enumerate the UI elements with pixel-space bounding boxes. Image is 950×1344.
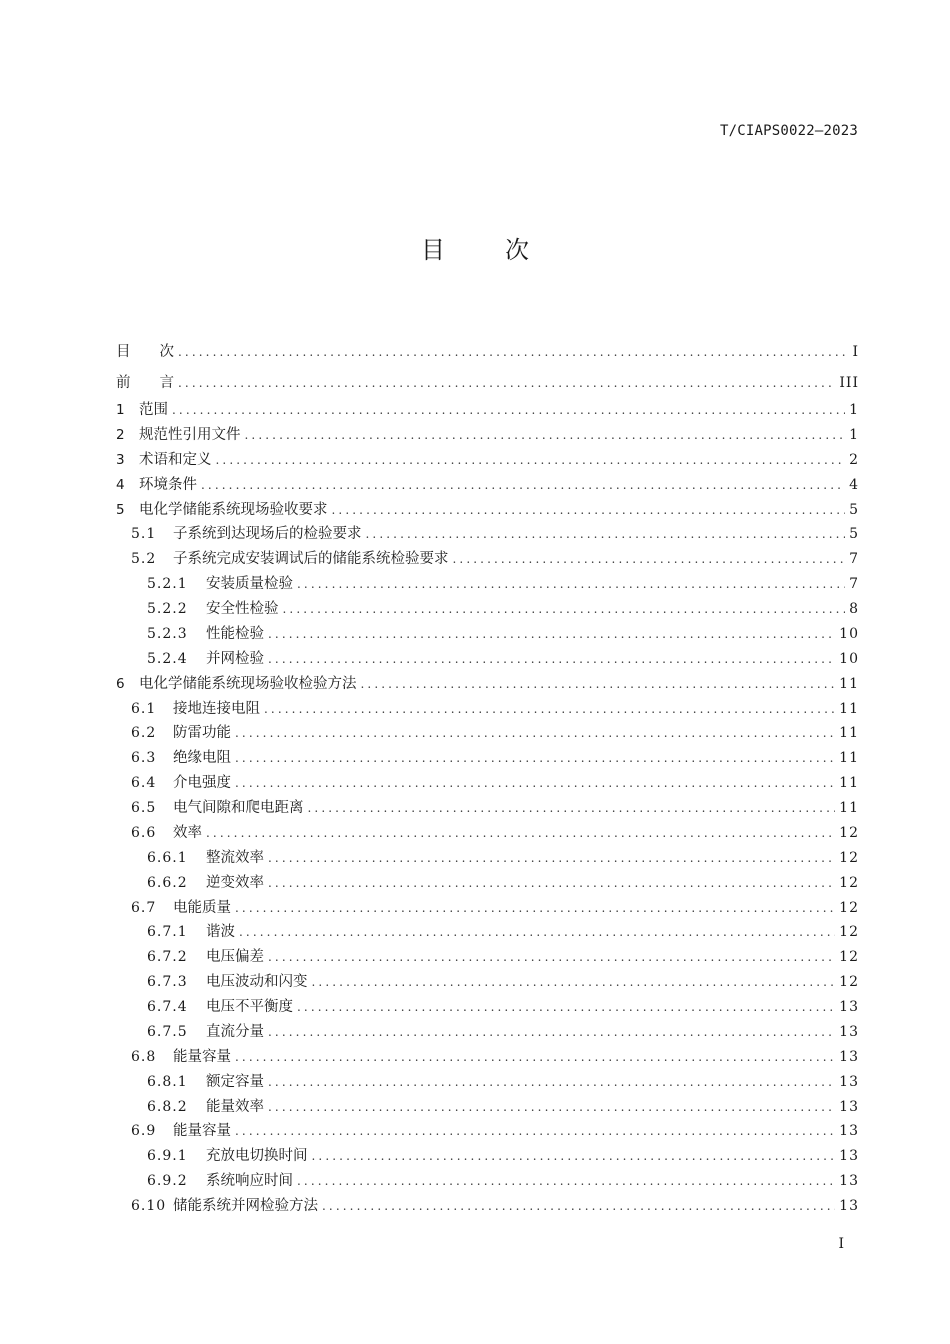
toc-entry-title: 规范性引用文件 — [139, 426, 241, 443]
toc-dot-leader — [235, 746, 835, 771]
toc-entry-page: 7 — [849, 551, 859, 568]
toc-dot-leader — [297, 572, 845, 597]
toc-entry-title: 整流效率 — [206, 849, 264, 866]
toc-entry[interactable] — [116, 721, 859, 746]
toc-entry-number: 6 — [116, 675, 125, 692]
toc-entry-page: 11 — [839, 700, 859, 717]
toc-dot-leader — [245, 423, 846, 448]
toc-entry[interactable] — [116, 1095, 859, 1120]
toc-dot-leader — [268, 846, 835, 871]
toc-dot-leader — [178, 337, 845, 368]
toc-entry[interactable] — [116, 368, 859, 399]
toc-entry-number: 1 — [116, 402, 125, 418]
toc-entry[interactable] — [116, 896, 859, 921]
toc-entry-title: 能量效率 — [206, 1098, 264, 1115]
toc-entry[interactable] — [116, 547, 859, 572]
toc-entry-page: 13 — [839, 1198, 859, 1214]
toc-dot-leader — [312, 970, 836, 995]
toc-entry-number: 3 — [116, 451, 125, 468]
toc-entry[interactable] — [116, 572, 859, 597]
toc-entry[interactable] — [116, 1045, 859, 1070]
toc-entry-page: 12 — [839, 974, 859, 991]
toc-entry-title: 效率 — [173, 824, 202, 841]
toc-dot-leader — [206, 821, 835, 846]
toc-entry-page: I — [852, 344, 859, 360]
toc-entry[interactable] — [116, 821, 859, 846]
toc-entry[interactable] — [116, 1119, 859, 1144]
toc-entry-number: 6.9.2 — [147, 1173, 188, 1190]
toc-dot-leader — [268, 1070, 835, 1095]
toc-dot-leader — [366, 522, 846, 547]
toc-entry-number: 6.1 — [131, 700, 157, 717]
toc-dot-leader — [312, 1144, 836, 1169]
toc-entry-title: 电能质量 — [173, 899, 231, 916]
toc-entry[interactable] — [116, 697, 859, 722]
toc-entry-page: 13 — [839, 1023, 859, 1040]
toc-entry-page: 13 — [839, 1098, 859, 1115]
document-code: T/CIAPS0022—2023 — [719, 123, 858, 139]
toc-dot-leader — [308, 796, 836, 821]
toc-dot-leader — [264, 697, 835, 722]
toc-dot-leader — [453, 547, 846, 572]
toc-dot-leader — [235, 1119, 835, 1144]
toc-entry-number: 6.7.1 — [147, 924, 188, 941]
toc-entry-title: 绝缘电阻 — [173, 750, 231, 767]
toc-entry-title: 电压偏差 — [206, 949, 264, 966]
toc-entry-title: 前 言 — [116, 374, 174, 391]
toc-dot-leader — [297, 995, 835, 1020]
toc-entry-page: 13 — [839, 1048, 859, 1065]
toc-entry-title: 防雷功能 — [173, 725, 231, 742]
toc-entry-number: 5 — [116, 501, 125, 518]
toc-entry[interactable] — [116, 597, 859, 622]
toc-heading — [0, 230, 950, 265]
toc-entry-number: 6.4 — [131, 775, 157, 792]
toc-entry-title: 直流分量 — [206, 1023, 264, 1040]
toc-entry-title: 逆变效率 — [206, 874, 264, 891]
toc-entry-number: 6.6.2 — [147, 874, 188, 891]
toc-entry-page: 10 — [839, 625, 859, 642]
toc-entry-page: 12 — [839, 899, 859, 916]
toc-entry-title: 电压波动和闪变 — [206, 974, 308, 991]
toc-entry[interactable] — [116, 746, 859, 771]
toc-entry-page: 11 — [839, 725, 859, 742]
toc-dot-leader — [268, 945, 835, 970]
toc-entry[interactable] — [116, 622, 859, 647]
toc-dot-leader — [178, 368, 835, 399]
toc-entry-title: 范围 — [139, 402, 168, 418]
toc-entry[interactable] — [116, 920, 859, 945]
toc-entry-page: 11 — [839, 675, 859, 692]
toc-entry-number: 6.6.1 — [147, 849, 188, 866]
toc-entry-page: 13 — [839, 1073, 859, 1090]
toc-entry-title: 系统响应时间 — [206, 1173, 293, 1190]
toc-entry-page: 11 — [839, 750, 859, 767]
toc-entry-title: 性能检验 — [206, 625, 264, 642]
toc-entry-title: 谐波 — [206, 924, 235, 941]
toc-entry[interactable] — [116, 448, 859, 473]
toc-entry-title: 目 次 — [116, 344, 174, 360]
toc-entry-page: 1 — [849, 402, 859, 418]
toc-entry-title: 子系统到达现场后的检验要求 — [173, 526, 362, 543]
toc-entry-title: 充放电切换时间 — [206, 1148, 308, 1165]
toc-entry-page: 12 — [839, 874, 859, 891]
toc-entry-page: 8 — [849, 601, 859, 617]
toc-entry-page: 10 — [839, 650, 859, 667]
toc-entry-title: 能量容量 — [173, 1048, 231, 1065]
toc-dot-leader — [235, 721, 835, 746]
toc-entry-page: 1 — [849, 426, 859, 443]
toc-dot-leader — [239, 920, 835, 945]
toc-entry-number: 6.6 — [131, 824, 157, 841]
toc-entry-number: 6.7.3 — [147, 974, 188, 991]
toc-entry-page: 7 — [849, 576, 859, 593]
toc-entry-page: 4 — [849, 476, 859, 493]
toc-dot-leader — [216, 448, 846, 473]
toc-entry[interactable] — [116, 970, 859, 995]
toc-entry-number: 6.2 — [131, 725, 157, 742]
toc-dot-leader — [235, 1045, 835, 1070]
toc-entry-title: 储能系统并网检验方法 — [173, 1198, 318, 1214]
toc-dot-leader — [268, 871, 835, 896]
toc-entry-title: 接地连接电阻 — [173, 700, 260, 717]
toc-entry-number: 6.7.5 — [147, 1023, 188, 1040]
toc-dot-leader — [268, 647, 835, 672]
toc-list — [116, 337, 859, 1219]
toc-entry-number: 5.1 — [131, 526, 157, 543]
toc-entry-title: 术语和定义 — [139, 451, 212, 468]
toc-entry[interactable] — [116, 423, 859, 448]
toc-entry[interactable] — [116, 1070, 859, 1095]
toc-dot-leader — [268, 622, 835, 647]
toc-entry-number: 6.8 — [131, 1048, 157, 1065]
toc-entry-number: 4 — [116, 476, 125, 493]
toc-entry[interactable] — [116, 672, 859, 697]
toc-entry[interactable] — [116, 1169, 859, 1194]
toc-dot-leader — [201, 473, 845, 498]
toc-heading-char-2: 次 — [505, 236, 529, 264]
toc-entry-number: 6.7.4 — [147, 999, 188, 1015]
toc-entry-title: 电气间隙和爬电距离 — [173, 800, 304, 816]
toc-entry-page: 12 — [839, 824, 859, 841]
toc-entry-title: 介电强度 — [173, 775, 231, 792]
toc-entry-page: 11 — [839, 775, 859, 792]
toc-entry-number: 6.10 — [131, 1198, 167, 1214]
toc-entry-page: 12 — [839, 949, 859, 966]
toc-entry[interactable] — [116, 647, 859, 672]
toc-dot-leader — [172, 398, 845, 423]
toc-entry-page: 13 — [839, 1148, 859, 1165]
toc-entry[interactable] — [116, 398, 859, 423]
toc-entry[interactable] — [116, 1144, 859, 1169]
toc-entry[interactable] — [116, 945, 859, 970]
toc-entry-number: 5.2.1 — [147, 576, 188, 593]
toc-entry-title: 电化学储能系统现场验收要求 — [139, 501, 328, 518]
toc-entry-page: 12 — [839, 924, 859, 941]
toc-entry[interactable] — [116, 771, 859, 796]
toc-entry-page: III — [839, 374, 859, 391]
toc-entry-number: 5.2.4 — [147, 650, 188, 667]
toc-dot-leader — [235, 771, 835, 796]
toc-dot-leader — [268, 1095, 835, 1120]
toc-entry-title: 能量容量 — [173, 1123, 231, 1140]
toc-entry-page: 5 — [849, 501, 859, 518]
toc-entry-title: 安全性检验 — [206, 601, 279, 617]
toc-entry-number: 6.9 — [131, 1123, 157, 1140]
toc-heading-char-1: 目 — [421, 236, 445, 264]
toc-dot-leader — [361, 672, 836, 697]
toc-entry-number: 2 — [116, 426, 125, 443]
toc-entry[interactable] — [116, 473, 859, 498]
toc-entry[interactable] — [116, 796, 859, 821]
toc-entry-number: 6.7 — [131, 899, 157, 916]
toc-entry[interactable] — [116, 995, 859, 1020]
toc-entry-page: 12 — [839, 849, 859, 866]
toc-entry-title: 子系统完成安装调试后的储能系统检验要求 — [173, 551, 449, 568]
toc-entry-number: 5.2.3 — [147, 625, 188, 642]
toc-entry-number: 6.3 — [131, 750, 157, 767]
toc-entry[interactable] — [116, 337, 859, 368]
toc-dot-leader — [283, 597, 846, 622]
toc-entry-number: 6.8.1 — [147, 1073, 188, 1090]
toc-entry[interactable] — [116, 522, 859, 547]
toc-entry-number: 6.8.2 — [147, 1098, 188, 1115]
toc-entry-page: 13 — [839, 999, 859, 1015]
toc-entry-page: 2 — [849, 451, 859, 468]
toc-entry[interactable] — [116, 1194, 859, 1219]
toc-entry-title: 并网检验 — [206, 650, 264, 667]
toc-entry-number: 5.2.2 — [147, 601, 188, 617]
toc-dot-leader — [235, 896, 835, 921]
toc-dot-leader — [322, 1194, 835, 1219]
toc-entry-number: 6.7.2 — [147, 949, 188, 966]
footer-page-number: I — [838, 1236, 844, 1252]
toc-entry-title: 安装质量检验 — [206, 576, 293, 593]
toc-entry[interactable] — [116, 498, 859, 523]
toc-dot-leader — [332, 498, 846, 523]
toc-dot-leader — [297, 1169, 835, 1194]
toc-entry-number: 5.2 — [131, 551, 157, 568]
toc-entry-page: 11 — [839, 800, 859, 816]
toc-entry-title: 电化学储能系统现场验收检验方法 — [139, 675, 357, 692]
toc-dot-leader — [268, 1020, 835, 1045]
toc-entry[interactable] — [116, 871, 859, 896]
toc-entry-title: 额定容量 — [206, 1073, 264, 1090]
toc-entry-title: 电压不平衡度 — [206, 999, 293, 1015]
toc-entry-page: 13 — [839, 1123, 859, 1140]
toc-entry-number: 6.9.1 — [147, 1148, 188, 1165]
toc-entry-title: 环境条件 — [139, 476, 197, 493]
toc-entry[interactable] — [116, 1020, 859, 1045]
toc-entry-number: 6.5 — [131, 800, 157, 816]
toc-entry[interactable] — [116, 846, 859, 871]
toc-entry-page: 5 — [849, 526, 859, 543]
toc-entry-page: 13 — [839, 1173, 859, 1190]
